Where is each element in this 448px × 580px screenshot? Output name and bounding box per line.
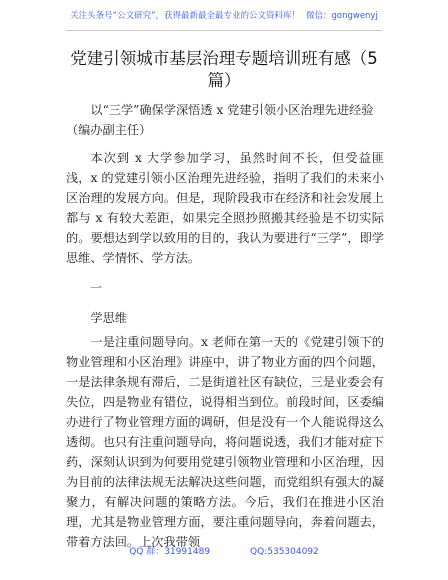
- paragraph-section-1: 一是注重问题导向。x 老师在第一天的《党建引领下的物业管理和小区治理》讲座中，讲了物业方面的四个问题，一是法律条规有滞后，二是街道社区有缺位，三是业委会有失位，四是物业有错位，说得相当到位。前段时间，区委编办进行了物业管理方面的调研，但是没有一个人能说得这么透彻。也只有注重问题导向，将问题说透，我们才能对症下药，深刻认识到为何要用党建引领物业管理和小区治理，因为目前的法律法规无法解决这些问题，而党组织有强大的凝聚力，有解决问题的策略方法。今后，我们在推进小区治理，尤其是物业管理方面，要注重问题导向，奔着问题去，带着方法回。上次我带领: [66, 335, 384, 549]
- section-number: 一: [90, 281, 103, 295]
- spacer: [66, 140, 384, 148]
- footer-qq-group: QQ 群：31991489: [129, 547, 211, 557]
- footer-contact: [0, 544, 448, 557]
- header-divider: [66, 30, 382, 31]
- paragraph-intro: 本次到 x 大学参加学习，虽然时间不长，但受益匪浅，x 的党建引领小区治理先进经验，指明了我们的未来小区治理的发展方向。但是，现阶段我市在经济和社会发展上都与 x 有较大差距，如果完全照抄照搬其经验是不切实际的。要想达到学以致用的目的，我认为要进行“三学”，即学思维、学情怀、学方法。: [66, 151, 384, 265]
- header-notice-text: 关注头条号“公文研究”，获得最新最全最专业的公文资料库！: [70, 11, 300, 21]
- document-title: 党建引领城市基层治理专题培训班有感（5篇）: [70, 49, 378, 90]
- header-wechat: 微信：gongwenyj: [305, 11, 378, 21]
- header-notice: [0, 10, 448, 22]
- document-body: [66, 100, 384, 552]
- paragraph-author: （编办副主任）: [66, 123, 152, 137]
- section-title: 学思维: [90, 311, 127, 325]
- footer-qq: QQ:535304092: [250, 547, 319, 557]
- paragraph-subtitle: 以“三学”确保学深悟透 x 党建引领小区治理先进经验: [90, 103, 374, 117]
